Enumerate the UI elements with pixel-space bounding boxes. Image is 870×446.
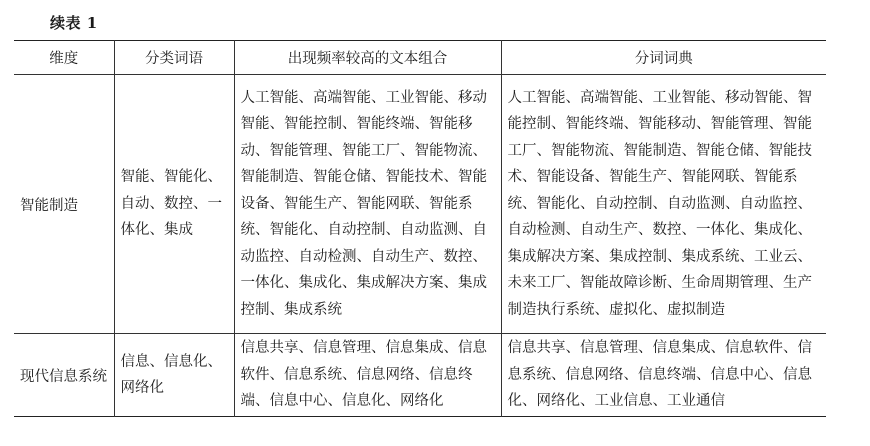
cell-dimension: 智能制造 <box>14 75 114 334</box>
continued-table <box>14 40 826 417</box>
cell-segmentation-dictionary: 信息共享、信息管理、信息集成、信息软件、信息系统、信息网络、信息终端、信息中心、信息化、网络化、工业信息、工业通信 <box>501 334 826 417</box>
table-caption: 续表 1 <box>50 14 98 32</box>
table-header-row <box>14 41 826 75</box>
cell-segmentation-dictionary: 人工智能、高端智能、工业智能、移动智能、智能控制、智能终端、智能移动、智能管理、智能工厂、智能物流、智能制造、智能仓储、智能技术、智能设备、智能生产、智能网联、智能系统、智能化、自动控制、自动监测、自动监控、自动检测、自动生产、数控、一体化、集成化、集成解决方案、集成控制、集成系统、工业云、未来工厂、智能故障诊断、生命周期管理、生产制造执行系统、虚拟化、虚拟制造 <box>501 75 826 334</box>
cell-frequent-combinations: 人工智能、高端智能、工业智能、移动智能、智能控制、智能终端、智能移动、智能管理、智能工厂、智能物流、智能制造、智能仓储、智能技术、智能设备、智能生产、智能网联、智能系统、智能化、自动控制、自动监测、自动监控、自动检测、自动生产、数控、一体化、集成化、集成解决方案、集成控制、集成系统 <box>234 75 501 334</box>
header-frequent-combinations: 出现频率较高的文本组合 <box>234 41 501 75</box>
cell-category-words: 信息、信息化、网络化 <box>114 334 234 417</box>
header-dimension: 维度 <box>14 41 114 75</box>
header-category-words: 分类词语 <box>114 41 234 75</box>
header-segmentation-dictionary: 分词词典 <box>501 41 826 75</box>
table-row <box>14 75 826 334</box>
table-row <box>14 334 826 417</box>
cell-dimension: 现代信息系统 <box>14 334 114 417</box>
cell-category-words: 智能、智能化、自动、数控、一体化、集成 <box>114 75 234 334</box>
cell-frequent-combinations: 信息共享、信息管理、信息集成、信息软件、信息系统、信息网络、信息终端、信息中心、信息化、网络化 <box>234 334 501 417</box>
